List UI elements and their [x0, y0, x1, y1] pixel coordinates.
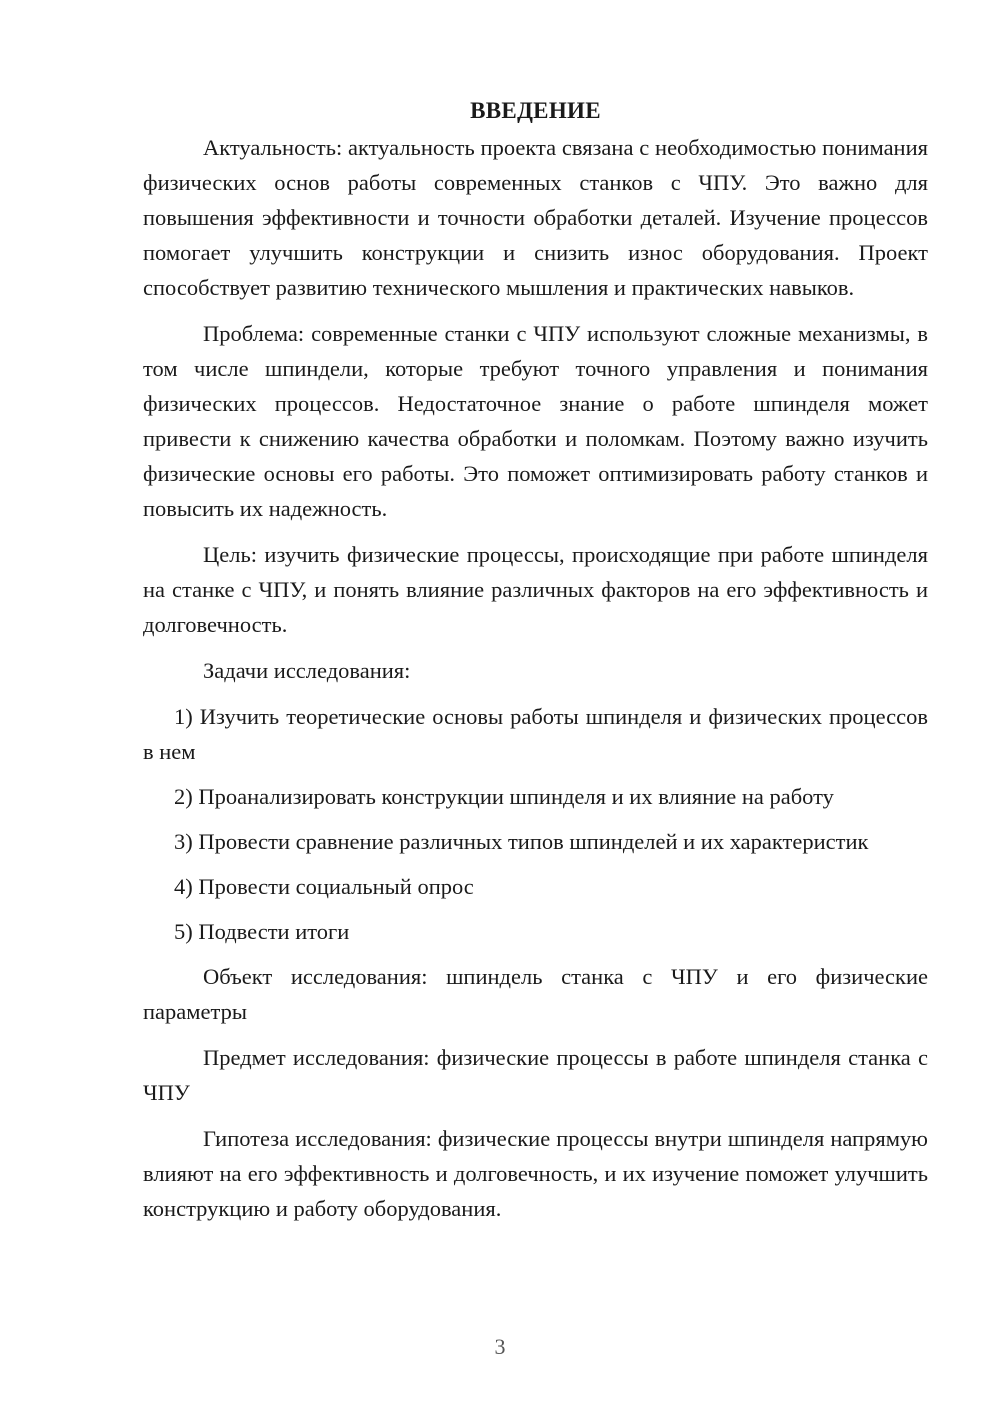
paragraph-hypothesis: Гипотеза исследования: физические процессы внутри шпинделя напрямую влияют на его эффективность и долговечность, и их изучение поможет улучшить конструкцию и работу оборудования.: [143, 1126, 928, 1221]
task-item-1: 1) Изучить теоретические основы работы шпинделя и физических процессов в нем: [143, 704, 928, 764]
paragraph-subject: Предмет исследования: физические процессы в работе шпинделя станка с ЧПУ: [143, 1045, 928, 1105]
paragraph-object: Объект исследования: шпиндель станка с ЧПУ и его физические параметры: [143, 964, 928, 1024]
section-title: ВВЕДЕНИЕ: [470, 98, 601, 123]
task-item-2: 2) Проанализировать конструкции шпинделя и их влияние на работу: [174, 784, 834, 809]
page-number: 3: [494, 1334, 506, 1359]
paragraph-goal: Цель: изучить физические процессы, происходящие при работе шпинделя на станке с ЧПУ, и понять влияние различных факторов на его эффективность и долговечность.: [143, 542, 928, 637]
tasks-heading: Задачи исследования:: [203, 658, 411, 683]
task-item-4: 4) Провести социальный опрос: [174, 874, 474, 899]
paragraph-problem: Проблема: современные станки с ЧПУ используют сложные механизмы, в том числе шпиндели, которые требуют точного управления и понимания физических процессов. Недостаточное знание о работе шпинделя может привести к снижению качества обработки и поломкам. Поэтому важно изучить физические основы его работы. Это поможет оптимизировать работу станков и повысить их надежность.: [143, 321, 928, 521]
task-item-5: 5) Подвести итоги: [174, 919, 350, 944]
task-item-3: 3) Провести сравнение различных типов шпинделей и их характеристик: [174, 829, 869, 854]
paragraph-relevance: Актуальность: актуальность проекта связана с необходимостью понимания физических основ работы современных станков с ЧПУ. Это важно для повышения эффективности и точности обработки деталей. Изучение процессов помогает улучшить конструкции и снизить износ оборудования. Проект способствует развитию технического мышления и практических навыков.: [143, 135, 928, 300]
document-page: [143, 96, 928, 1237]
